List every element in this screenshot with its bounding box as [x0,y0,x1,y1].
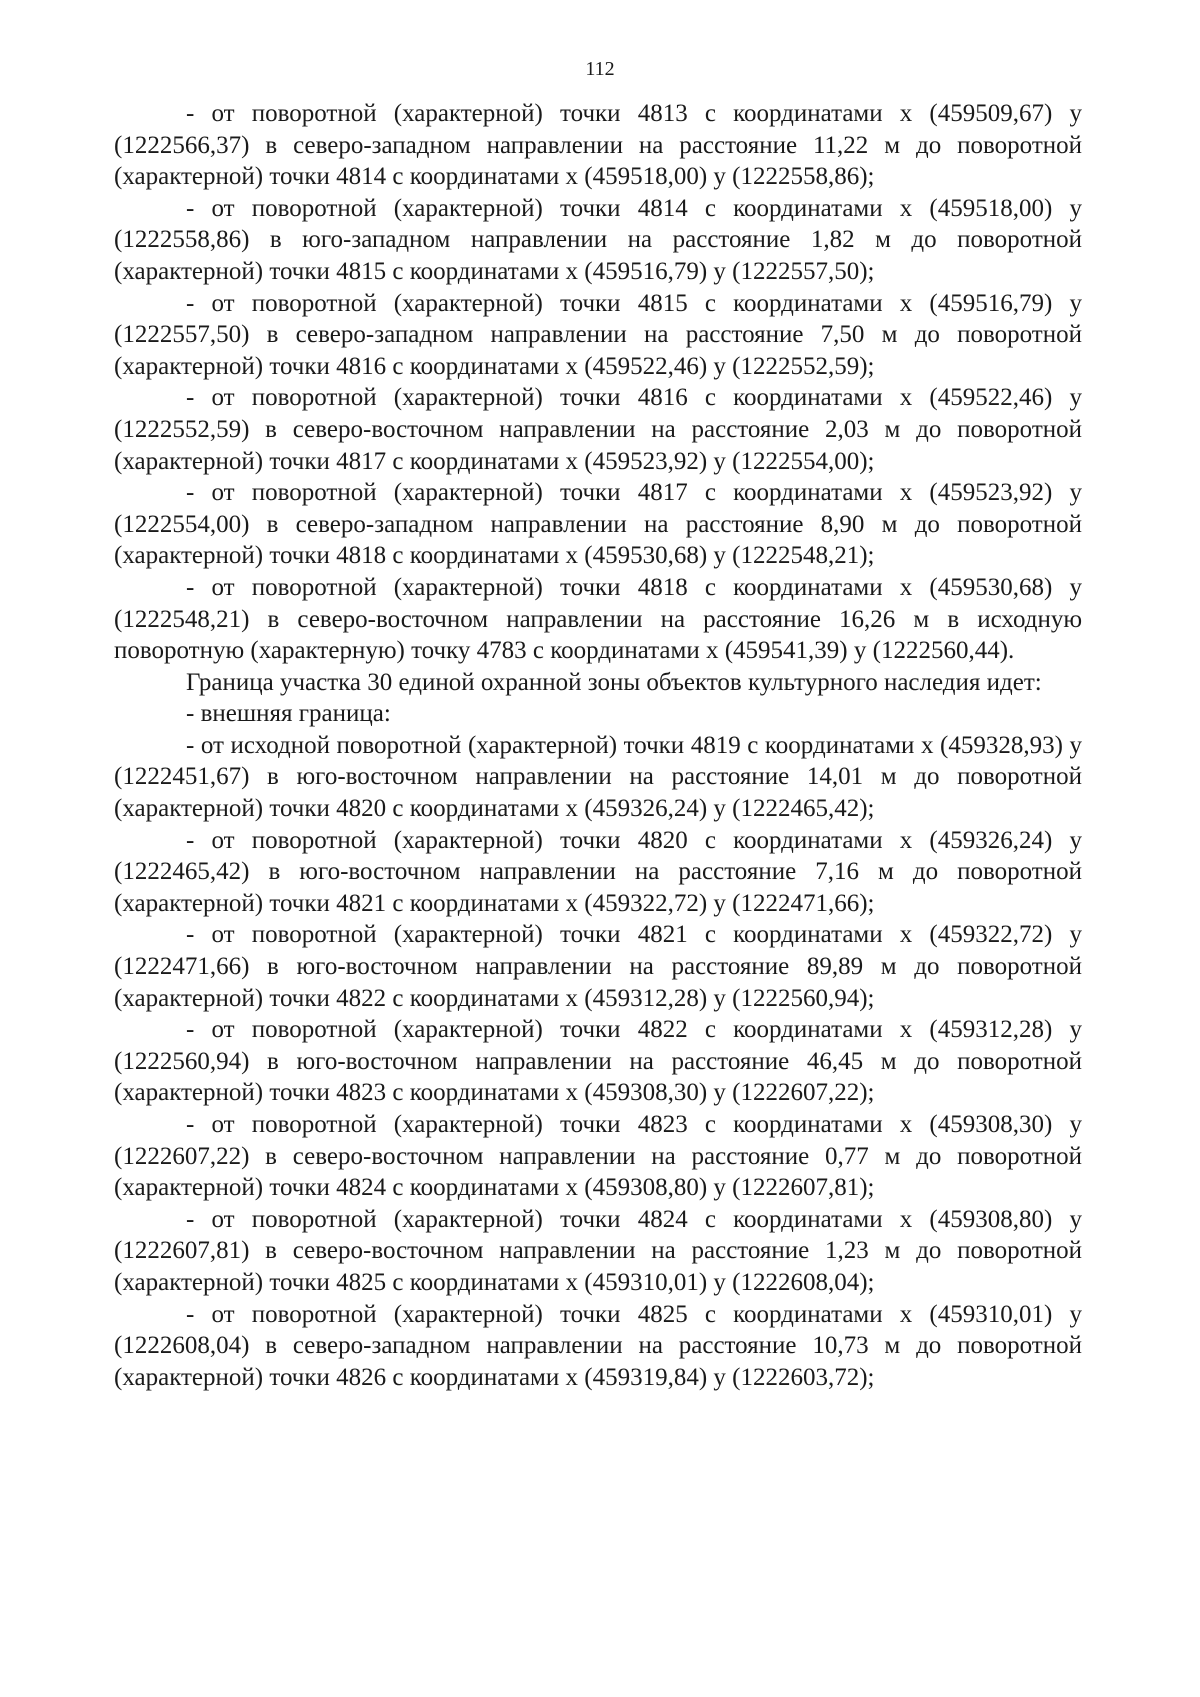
paragraph-10: - от поворотной (характерной) точки 4820 с координатами х (459326,24) у (1222465,42) в юго-восточном направлении на расстояние 7,16 м до поворотной (характерной) точки 4821 с координатами х (459322,72) у (1222471,66); [114,826,1082,917]
paragraph-2: - от поворотной (характерной) точки 4814 с координатами х (459518,00) у (1222558,86) в юго-западном направлении на расстояние 1,82 м до поворотной (характерной) точки 4815 с координатами х (459516,79) у (1222557,50); [114,194,1082,285]
paragraph-13: - от поворотной (характерной) точки 4823 с координатами х (459308,30) у (1222607,22) в северо-восточном направлении на расстояние 0,77 м до поворотной (характерной) точки 4824 с координатами х (459308,80) у (1222607,81); [114,1111,1082,1202]
paragraph-9: - от исходной поворотной (характерной) точки 4819 с координатами х (459328,93) у (1222451,67) в юго-восточном направлении на расстояние 14,01 м до поворотной (характерной) точки 4820 с координатами х (459326,24) у (1222465,42); [114,731,1082,823]
paragraph-14: - от поворотной (характерной) точки 4824 с координатами х (459308,80) у (1222607,81) в северо-восточном направлении на расстояние 1,23 м до поворотной (характерной) точки 4825 с координатами х (459310,01) у (1222608,04); [114,1205,1082,1296]
paragraph-3: - от поворотной (характерной) точки 4815 с координатами х (459516,79) у (1222557,50) в северо-западном направлении на расстояние 7,50 м до поворотной (характерной) точки 4816 с координатами х (459522,46) у (1222552,59); [114,289,1082,380]
paragraph-1: - от поворотной (характерной) точки 4813 с координатами х (459509,67) у (1222566,37) в северо-западном направлении на расстояние 11,22 м до поворотной (характерной) точки 4814 с координатами х (459518,00) у (1222558,86); [114,100,1082,191]
paragraph-4: - от поворотной (характерной) точки 4816 с координатами х (459522,46) у (1222552,59) в северо-восточном направлении на расстояние 2,03 м до поворотной (характерной) точки 4817 с координатами х (459523,92) у (1222554,00); [114,384,1082,475]
paragraph-5: - от поворотной (характерной) точки 4817 с координатами х (459523,92) у (1222554,00) в северо-западном направлении на расстояние 8,90 м до поворотной (характерной) точки 4818 с координатами х (459530,68) у (1222548,21); [114,479,1082,570]
paragraph-11: - от поворотной (характерной) точки 4821 с координатами х (459322,72) у (1222471,66) в юго-восточном направлении на расстояние 89,89 м до поворотной (характерной) точки 4822 с координатами х (459312,28) у (1222560,94); [114,921,1082,1012]
document-body [114,98,1082,1393]
paragraph-12: - от поворотной (характерной) точки 4822 с координатами х (459312,28) у (1222560,94) в юго-восточном направлении на расстояние 46,45 м до поворотной (характерной) точки 4823 с координатами х (459308,30) у (1222607,22); [114,1016,1082,1107]
page-number: 112 [585,58,615,80]
paragraph-section-heading: Граница участка 30 единой охранной зоны объектов культурного наследия идет: [186,668,1042,696]
paragraph-6: - от поворотной (характерной) точки 4818 с координатами х (459530,68) у (1222548,21) в северо-восточном направлении на расстояние 16,26 м в исходную поворотную (характерную) точку 4783 с координатами х (459541,39) у (1222560,44). [114,573,1082,665]
paragraph-15: - от поворотной (характерной) точки 4825 с координатами х (459310,01) у (1222608,04) в северо-западном направлении на расстояние 10,73 м до поворотной (характерной) точки 4826 с координатами х (459319,84) у (1222603,72); [114,1300,1082,1391]
paragraph-outer-boundary: - внешняя граница: [186,700,391,728]
